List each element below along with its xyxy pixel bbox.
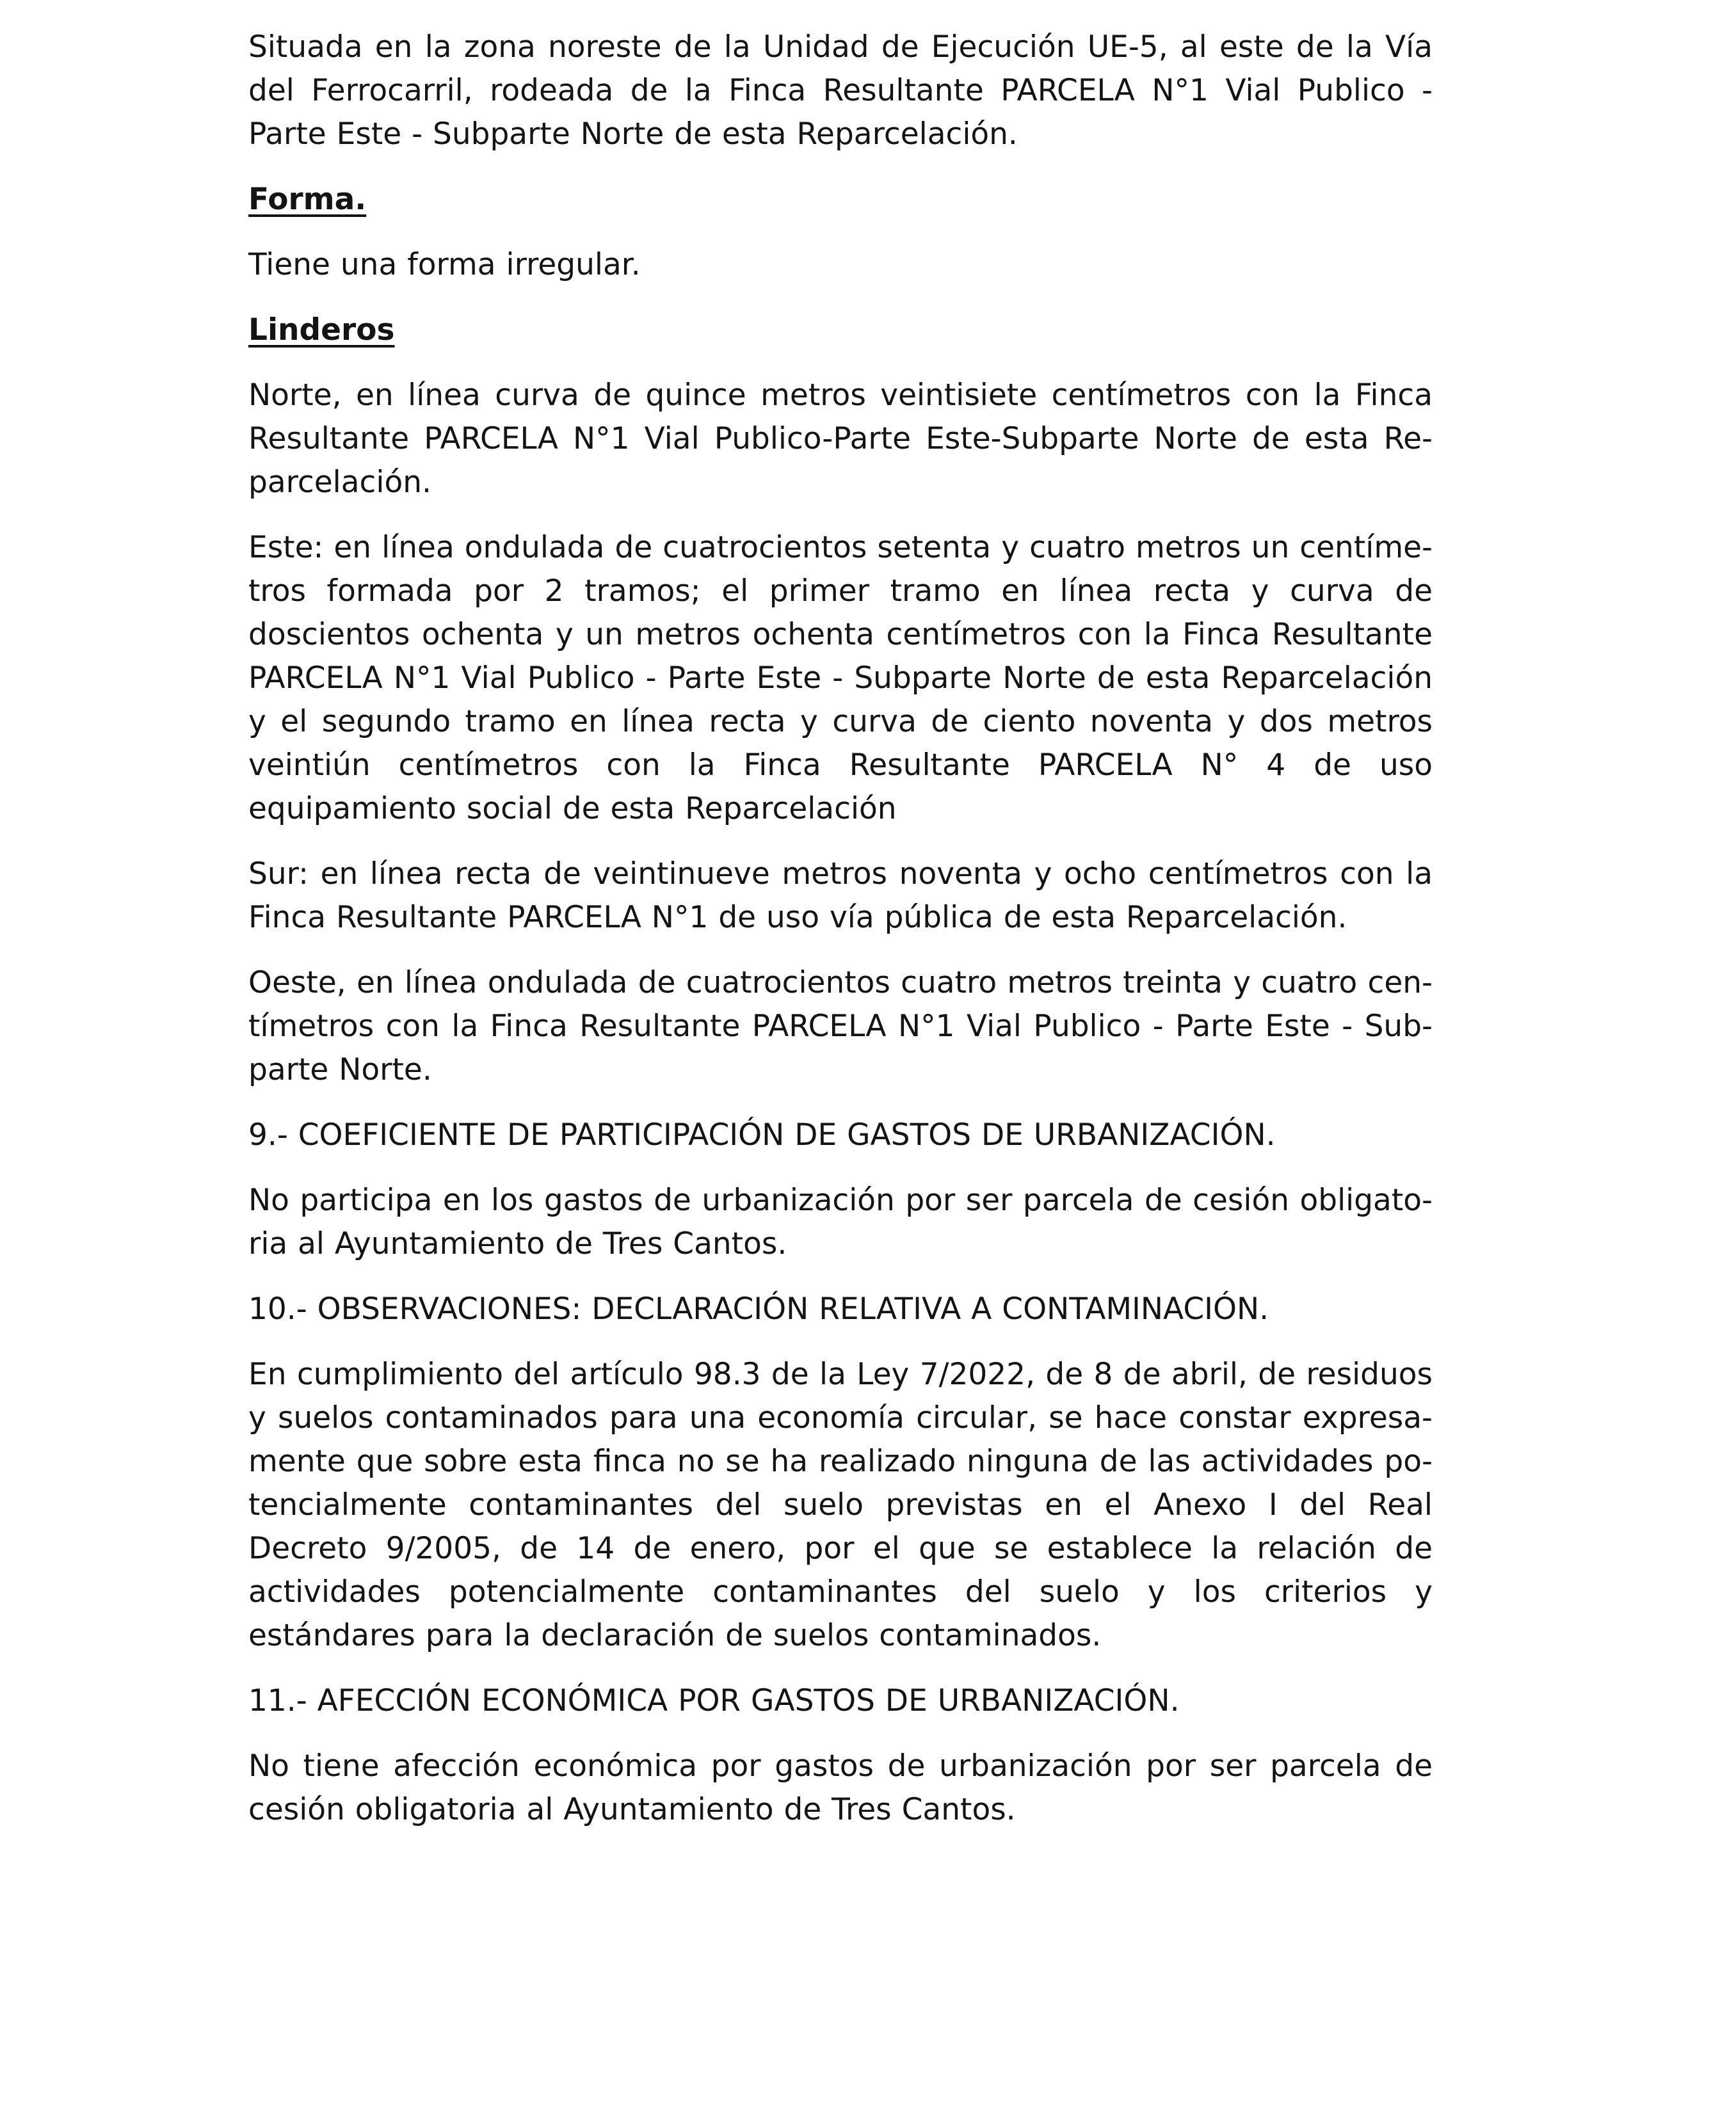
section-10-title: 10.- OBSERVACIONES: DECLARACIÓN RELATIVA A CONTAMINACIÓN.: [248, 1292, 1269, 1327]
linderos-heading: Linderos: [248, 312, 395, 348]
document-page: [248, 26, 1433, 1853]
lindero-sur-paragraph: Sur: en línea recta de veintinueve metros noventa y ocho centímetros con la Finca Resultante PARCELA N°1 de uso vía pública de esta Reparcelación.: [248, 856, 1433, 935]
section-11-title: 11.- AFECCIÓN ECONÓMICA POR GASTOS DE URBANIZACIÓN.: [248, 1683, 1180, 1718]
section-9-title: 9.- COEFICIENTE DE PARTICIPACIÓN DE GASTOS DE URBANIZACIÓN.: [248, 1117, 1276, 1153]
section-10-paragraph: En cumplimiento del artículo 98.3 de la Ley 7/2022, de 8 de abril, de residuos y suelos contaminados para una economía circular, se hace constar expresamente que sobre esta finca no se ha realizado ninguna de las actividades potencialmente contaminantes del suelo previstas en el Anexo I del Real Decreto 9/2005, de 14 de enero, por el que se establece la relación de actividades potencialmente contaminantes del suelo y los criterios y estándares para la declaración de suelos contaminados.: [248, 1357, 1433, 1653]
forma-heading: Forma.: [248, 182, 367, 217]
forma-paragraph: Tiene una forma irregular.: [248, 247, 641, 282]
section-9-paragraph: No participa en los gastos de urbanización por ser parcela de cesión obligatoria al Ayuntamiento de Tres Cantos.: [248, 1183, 1433, 1261]
lindero-oeste-paragraph: Oeste, en línea ondulada de cuatrocientos cuatro metros treinta y cuatro centímetros con la Finca Resultante PARCELA N°1 Vial Publico - Parte Este - Subparte Norte.: [248, 965, 1433, 1087]
section-11-paragraph: No tiene afección económica por gastos de urbanización por ser parcela de cesión obligatoria al Ayuntamiento de Tres Cantos.: [248, 1748, 1433, 1827]
lindero-este-paragraph: Este: en línea ondulada de cuatrocientos setenta y cuatro metros un centímetros formada por 2 tramos; el primer tramo en línea recta y curva de doscientos ochenta y un metros ochenta centímetros con la Finca Resultante PARCELA N°1 Vial Publico - Parte Este - Subparte Norte de esta Reparcelación y el segundo tramo en línea recta y curva de ciento noventa y dos metros veintiún centímetros con la Finca Resultante PARCELA N° 4 de uso equipamiento social de esta Reparcelación: [248, 530, 1433, 826]
location-paragraph: Situada en la zona noreste de la Unidad de Ejecución UE-5, al este de la Vía del Ferrocarril, rodeada de la Finca Resultante PARCELA N°1 Vial Publico - Parte Este - Subparte Norte de esta Reparcelación.: [248, 29, 1433, 152]
lindero-norte-paragraph: Norte, en línea curva de quince metros veintisiete centímetros con la Finca Resultante PARCELA N°1 Vial Publico-Parte Este-Subparte Norte de esta Reparcelación.: [248, 378, 1433, 500]
